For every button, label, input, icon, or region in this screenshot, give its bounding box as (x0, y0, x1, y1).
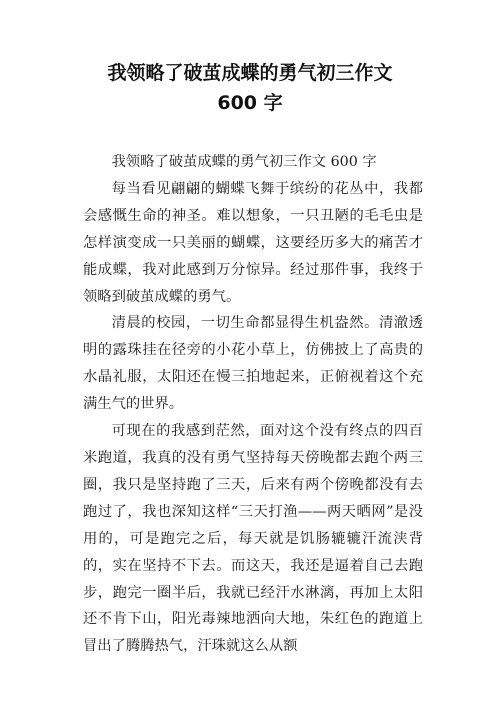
document-body (83, 149, 423, 660)
paragraph-subtitle: 我领略了破茧成蝶的勇气初三作文 600 字 (111, 154, 377, 170)
paragraph: 清晨的校园，一切生命都显得生机盎然。清澈透明的露珠挂在径旁的小花小草上，仿佛披上了高贵的水晶礼服，太阳还在慢三拍地起来，正俯视着这个充满生气的世界。 (83, 315, 423, 413)
document-title (40, 58, 460, 118)
title-line-2: 600 字 (217, 92, 283, 114)
paragraph: 每当看见翩翩的蝴蝶飞舞于缤纷的花丛中，我都会感慨生命的神圣。难以想象，一只丑陋的毛毛虫是怎样演变成一只美丽的蝴蝶，这要经历多大的痛苦才能成蝶，我对此感到万分惊异。经过那件事，我终于领略到破茧成蝶的勇气。 (83, 180, 423, 305)
paragraph: 可现在的我感到茫然，面对这个没有终点的四百米跑道，我真的没有勇气坚持每天傍晚都去跑个两三圈，我只是坚持跑了三天，后来有两个傍晚都没有去跑过了，我也深知这样“三天打渔——两天晒网”是没用的，可是跑完之后，每天就是饥肠辘辘汗流浃背的，实在坚持不下去。而这天，我还是逼着自己去跑步，跑完一圈半后，我就已经汗水淋漓，再加上太阳还不肯下山，阳光毒辣地洒向大地，朱红色的跑道上冒出了腾腾热气，汗珠就这么从额 (83, 423, 423, 655)
title-line-1: 我领略了破茧成蝶的勇气初三作文 (107, 62, 393, 84)
